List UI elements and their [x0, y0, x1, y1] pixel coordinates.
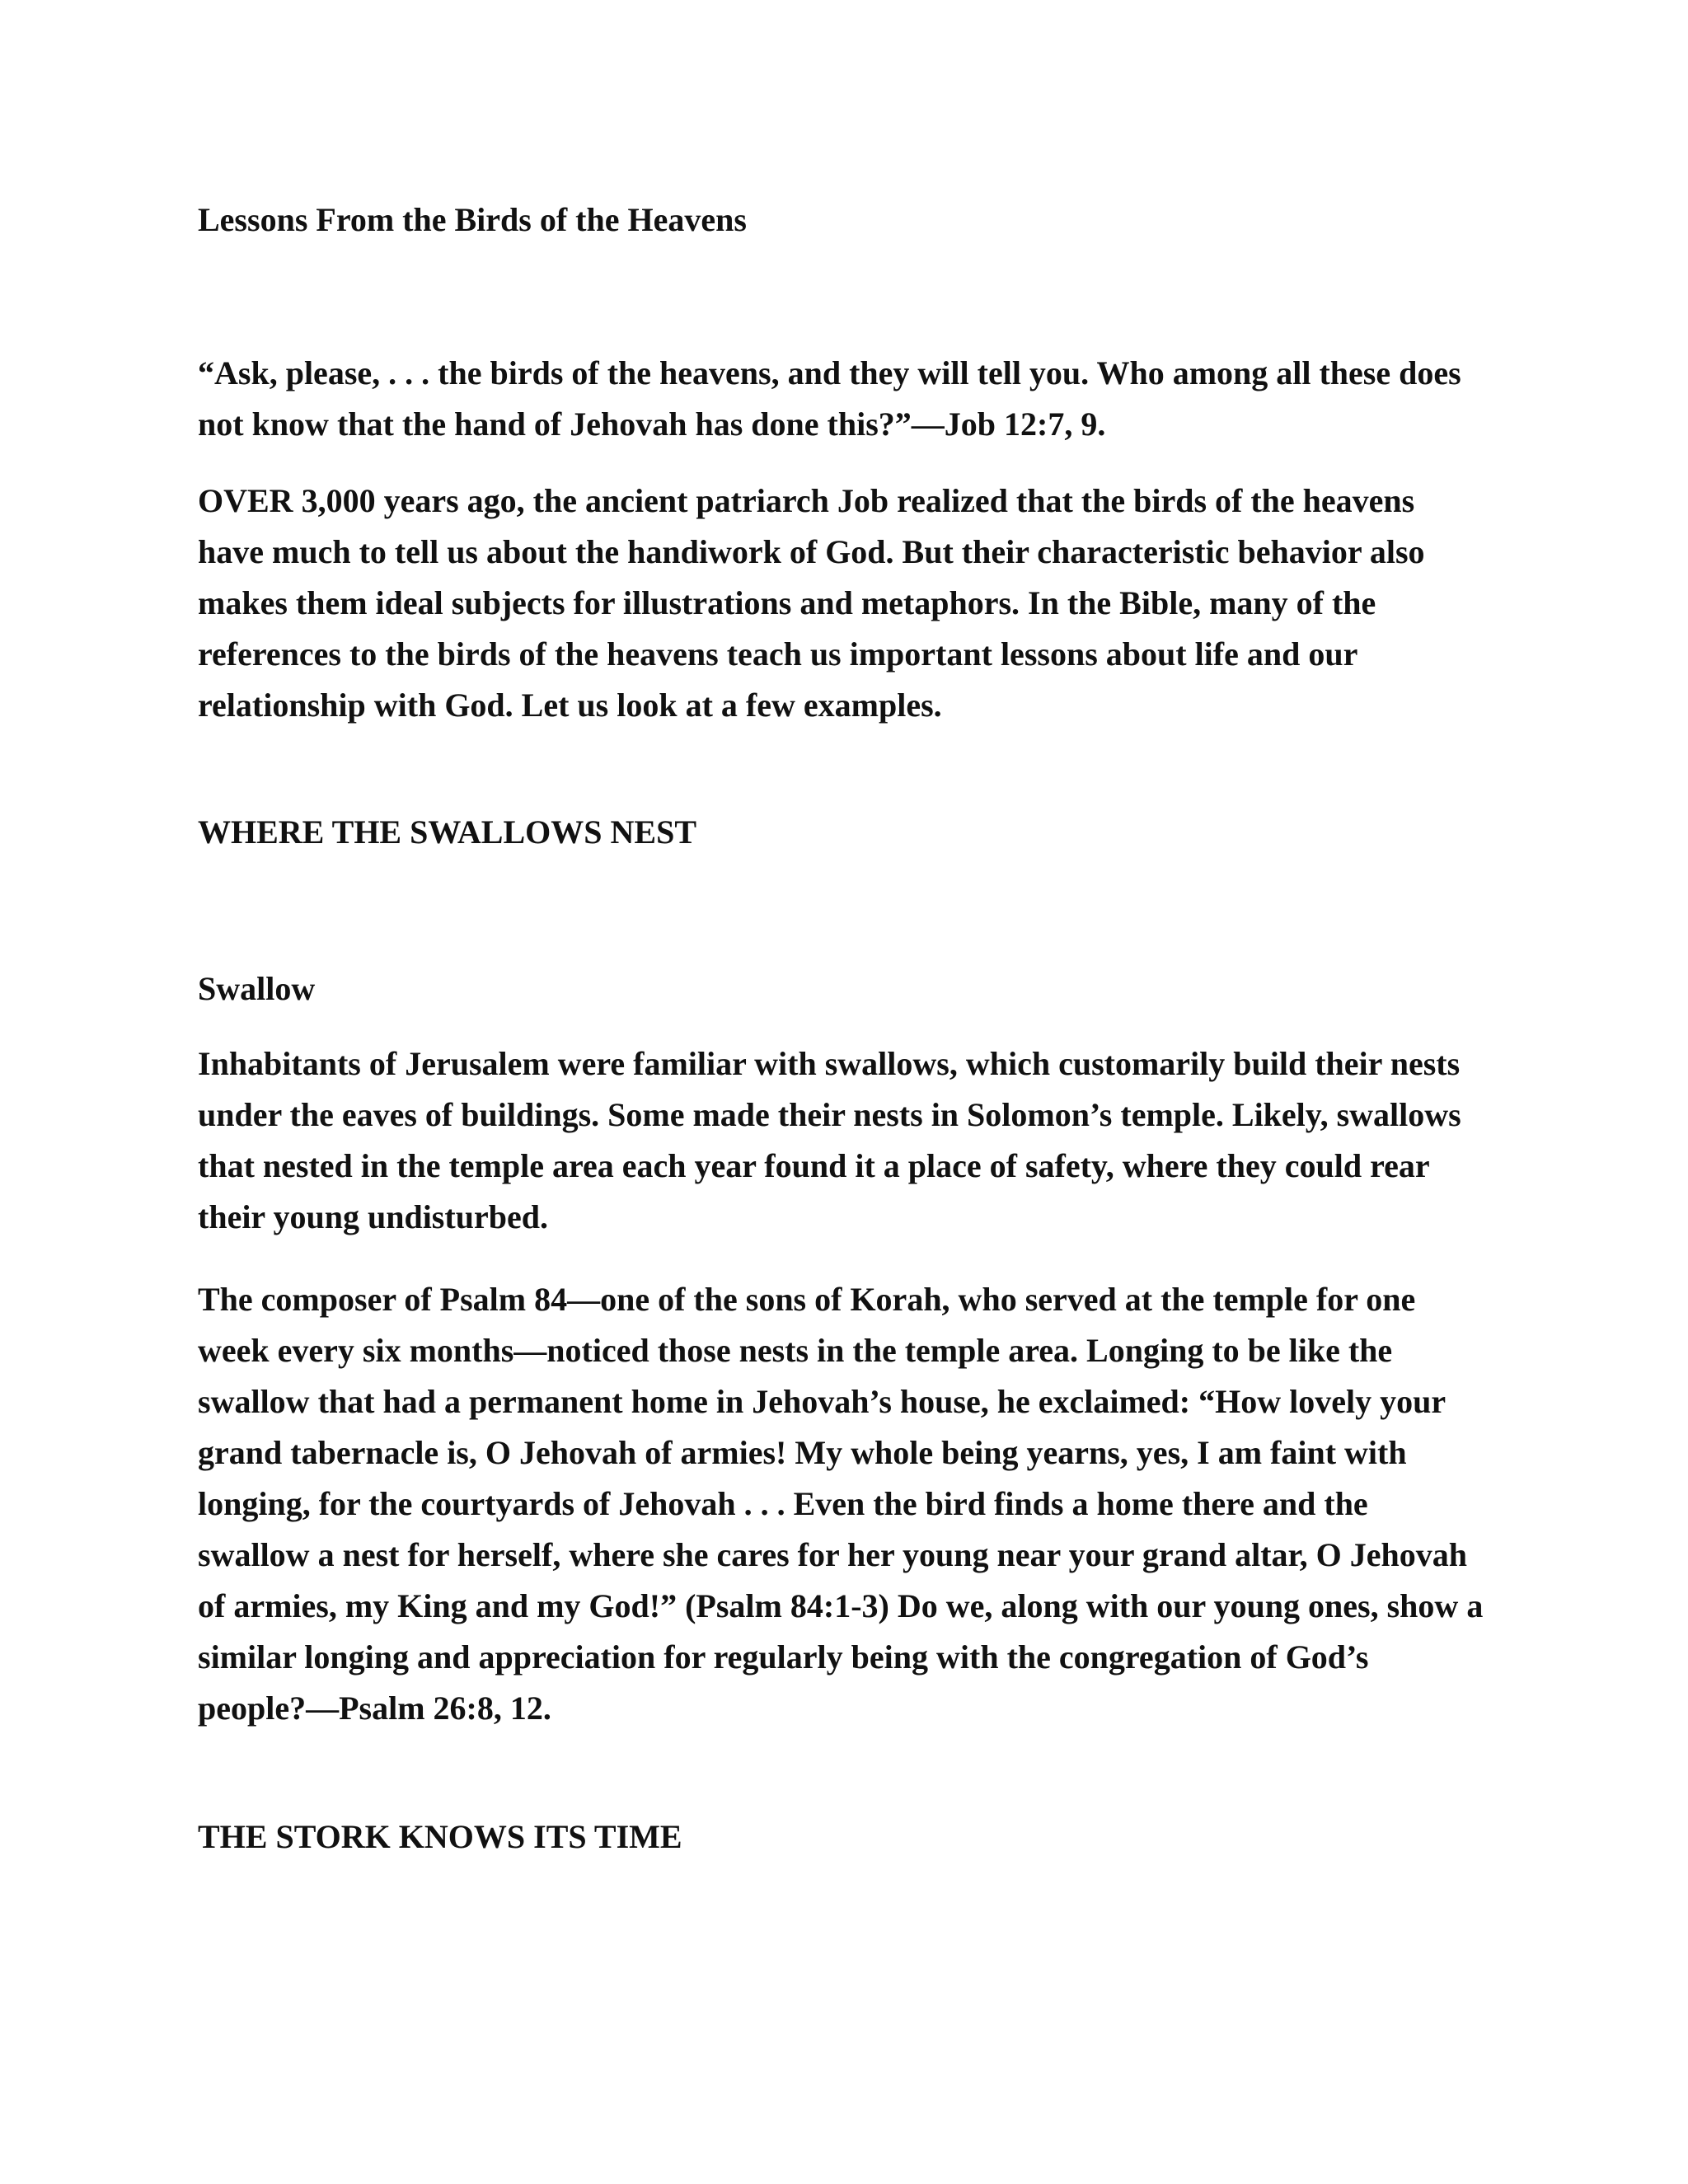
intro-paragraph: OVER 3,000 years ago, the ancient patriarch Job realized that the birds of the heavens have much to tell us about the handiwork of God. But their characteristic behavior also makes them ideal subjects for illustrations and metaphors. In the Bible, many of the references to the birds of the heavens teach us important lessons about life and our relationship with God. Let us look at a few examples.: [198, 482, 1425, 724]
swallow-paragraph-1: Inhabitants of Jerusalem were familiar with swallows, which customarily build their nests under the eaves of buildings. Some made their nests in Solomon’s temple. Likely, swallows that nested in the temple area each year found it a place of safety, where they could rear their young undisturbed.: [198, 1045, 1461, 1235]
swallow-paragraph-2: The composer of Psalm 84—one of the sons of Korah, who served at the temple for one week every six months—noticed those nests in the temple area. Longing to be like the swallow that had a permanent home in Jehovah’s house, he exclaimed: “How lovely your grand tabernacle is, O Jehovah of armies! My whole being yearns, yes, I am faint with longing, for the courtyards of Jehovah . . . Even the bird finds a home there and the swallow a nest for herself, where she cares for her young near your grand altar, O Jehovah of armies, my King and my God!” (Psalm 84:1-3) Do we, along with our young ones, show a similar longing and appreciation for regularly being with the congregation of God’s people?—Psalm 26:8, 12.: [198, 1281, 1484, 1727]
section-heading-stork: THE STORK KNOWS ITS TIME: [198, 1818, 682, 1855]
section-heading-swallows: WHERE THE SWALLOWS NEST: [198, 813, 697, 851]
swallow-caption: Swallow: [198, 970, 316, 1007]
document-title: Lessons From the Birds of the Heavens: [198, 201, 747, 238]
epigraph-paragraph: “Ask, please, . . . the birds of the heavens, and they will tell you. Who among all these does not know that the hand of Jehovah has done this?”—Job 12:7, 9.: [198, 354, 1461, 443]
